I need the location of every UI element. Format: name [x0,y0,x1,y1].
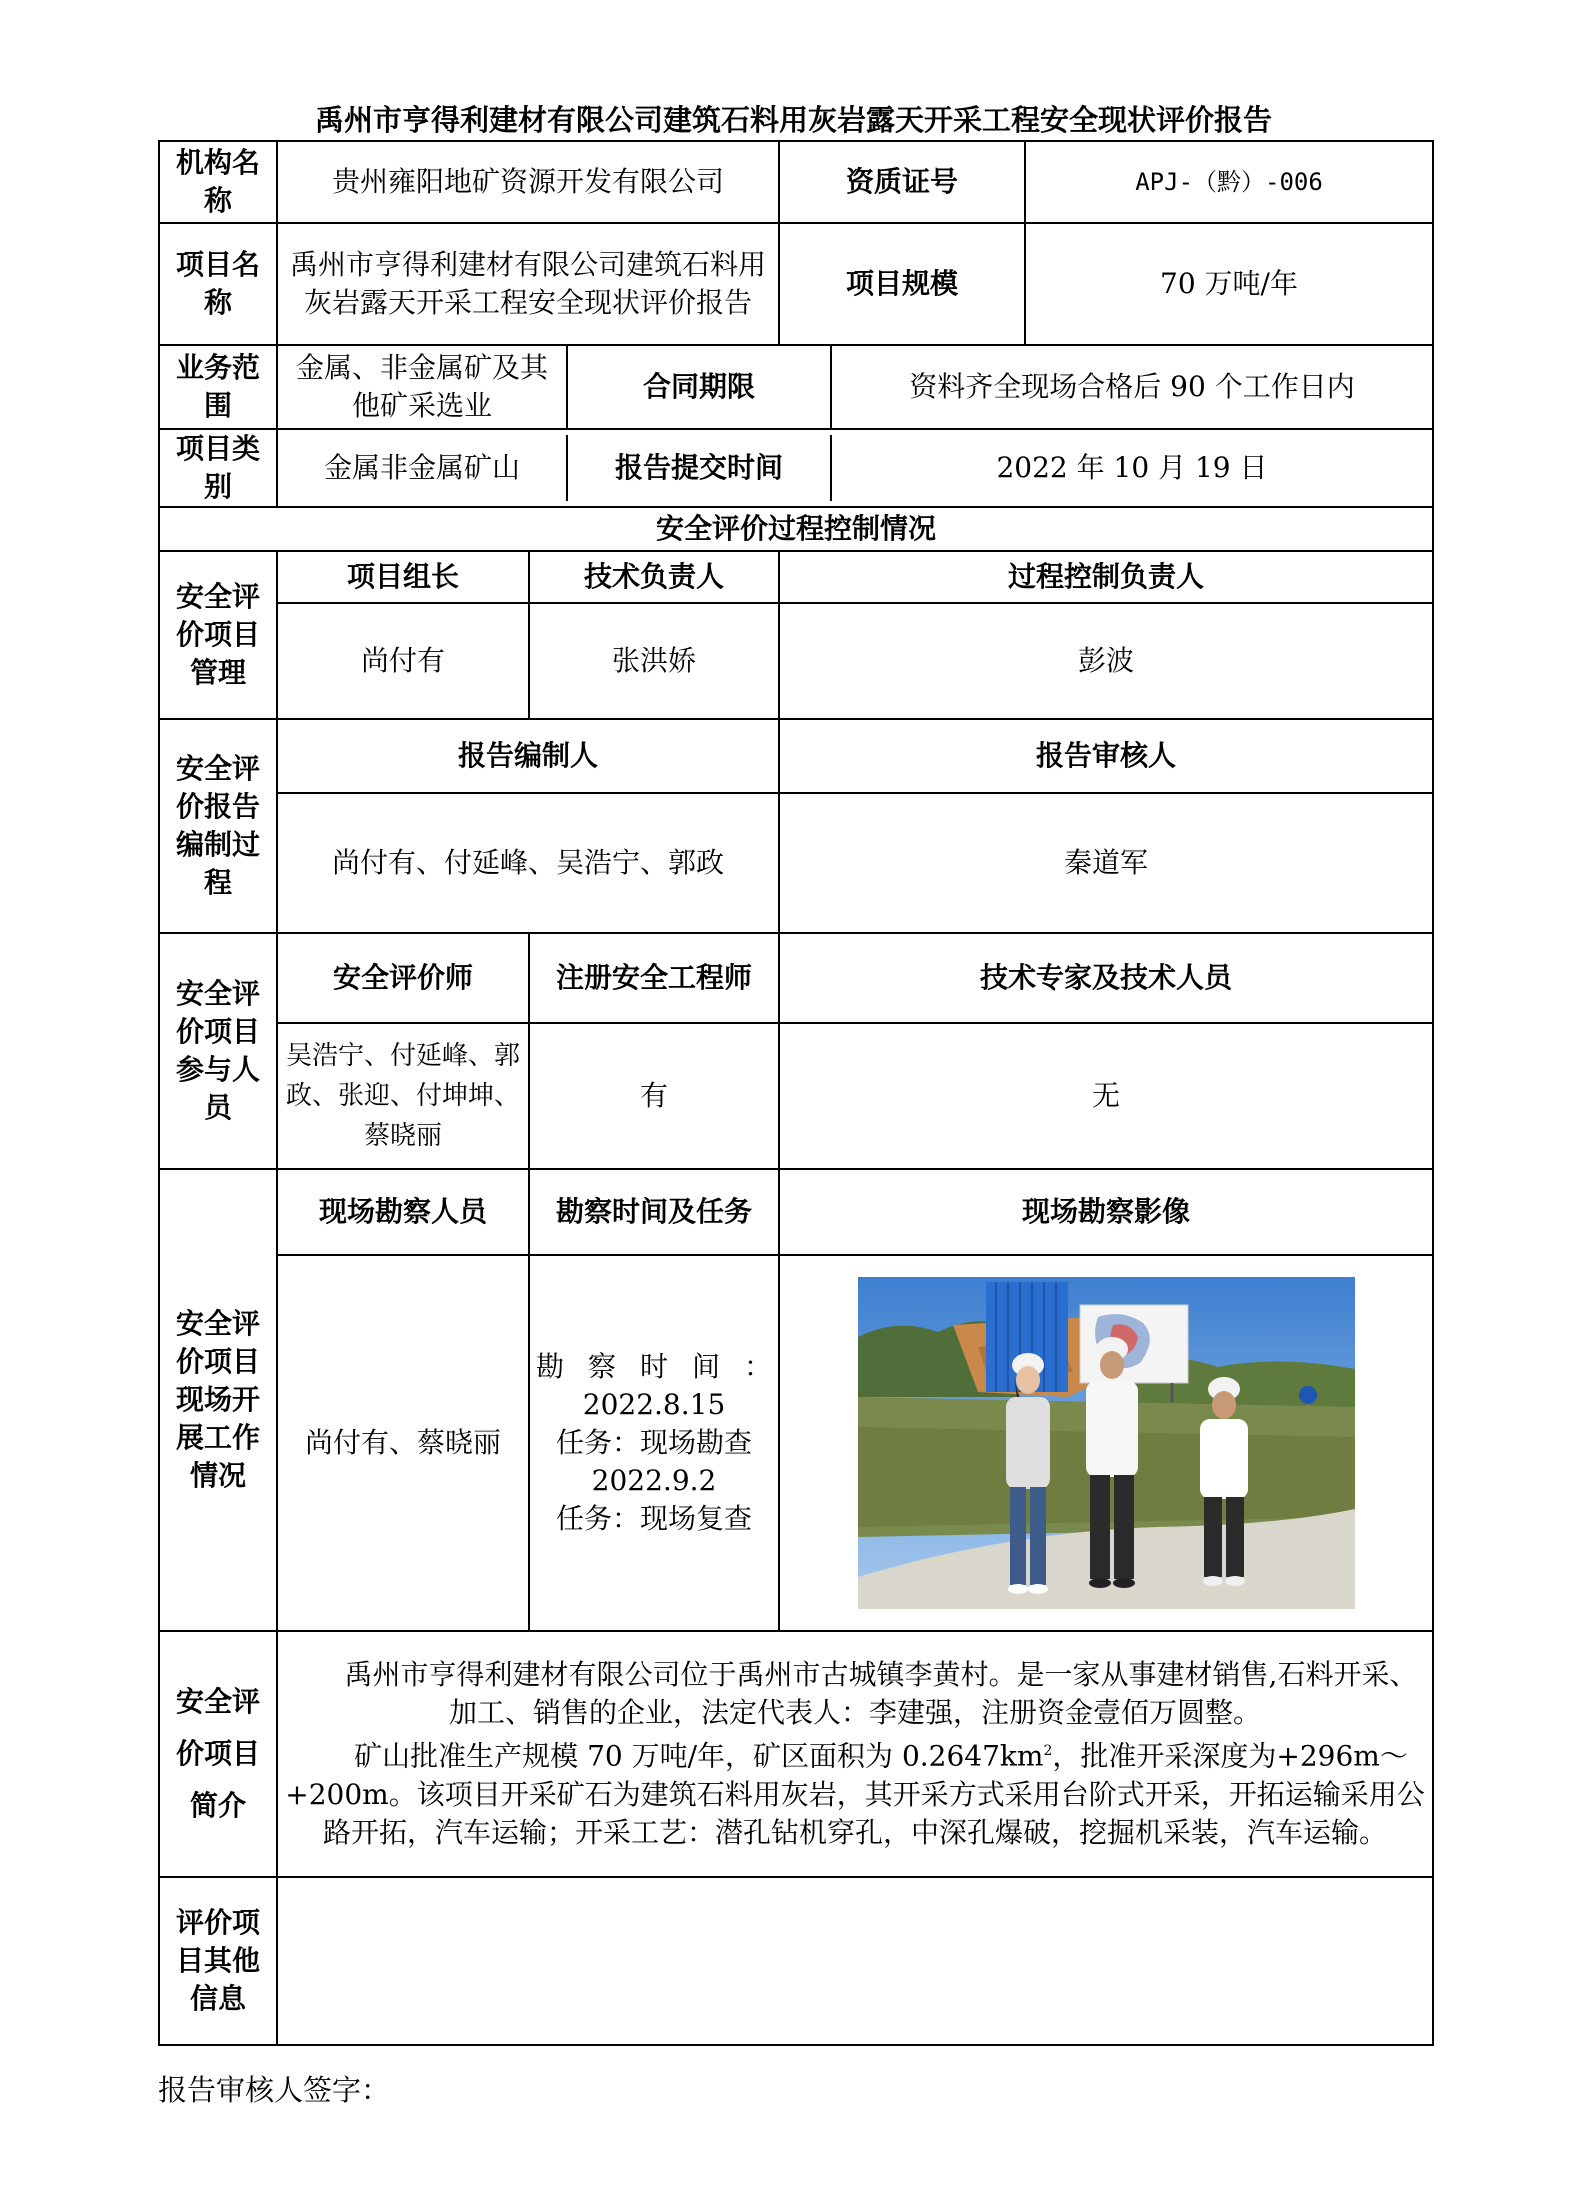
intro-paragraph-2a: 矿山批准生产规模 70 万吨/年，矿区面积为 0.2647km [354,1739,1044,1773]
management-value-row [159,603,1433,719]
compile-value-reviewer: 秦道军 [779,793,1433,933]
compile-header-row [159,719,1433,793]
submit-label: 报告提交时间 [567,435,831,501]
project-label: 项目名称 [159,223,277,345]
management-value-process: 彭波 [779,603,1433,719]
cert-label: 资质证号 [779,141,1025,223]
management-value-leader: 尚付有 [277,603,529,719]
site-task-1: 任务：现场勘查 [556,1426,753,1459]
site-photo-cell [779,1255,1433,1631]
management-header-row [159,551,1433,603]
participants-value-evaluator: 吴浩宁、付延峰、郭政、张迎、付坤坤、蔡晓丽 [277,1023,529,1169]
category-inner-cell [277,429,1433,507]
site-header-tasks: 勘察时间及任务 [529,1169,779,1255]
site-value-tasks [529,1255,779,1631]
other-label: 评价项目其他信息 [159,1877,277,2045]
intro-paragraph-1: 禹州市亨得利建材有限公司位于禹州市古城镇李黄村。是一家从事建材销售,石料开采、加工、销售的企业，法定代表人：李建强，注册资金壹佰万圆整。 [344,1658,1418,1730]
submit-value: 2022 年 10 月 19 日 [996,451,1268,484]
section-title-row [159,507,1433,551]
business-inner-table [278,346,1432,428]
evaluation-form-table [158,140,1434,2046]
category-value: 金属非金属矿山 [278,435,567,501]
org-row [159,141,1433,223]
section-title: 安全评价过程控制情况 [159,507,1433,551]
intro-text-cell [277,1631,1433,1877]
project-row [159,223,1433,345]
cert-value: APJ-（黔）-006 [1025,141,1433,223]
management-label: 安全评价项目管理 [159,551,277,719]
contract-value: 资料齐全现场合格后 90 个工作日内 [909,370,1355,403]
site-task-date-2: 2022.9.2 [591,1464,717,1497]
participants-value-experts: 无 [779,1023,1433,1169]
management-value-tech: 张洪娇 [529,603,779,719]
management-header-process: 过程控制负责人 [779,551,1433,603]
reviewer-signature-label: 报告审核人签字： [158,2073,391,2107]
compile-value-row [159,793,1433,933]
management-header-leader: 项目组长 [277,551,529,603]
category-row [159,429,1433,507]
participants-value-row [159,1023,1433,1169]
compile-label: 安全评价报告编制过程 [159,719,277,933]
org-value: 贵州雍阳地矿资源开发有限公司 [277,141,779,223]
participants-header-engineer: 注册安全工程师 [529,933,779,1023]
site-value-row [159,1255,1433,1631]
business-label: 业务范围 [159,345,277,429]
site-header-photo: 现场勘察影像 [779,1169,1433,1255]
intro-label: 安全评价项目简介 [159,1631,277,1877]
site-task-2: 任务：现场复查 [556,1502,753,1535]
category-inner-table [278,435,1432,501]
compile-value-author: 尚付有、付延峰、吴浩宁、郭政 [277,793,779,933]
participants-header-experts: 技术专家及技术人员 [779,933,1433,1023]
intro-paragraph-2 [284,1732,1426,1851]
scale-value: 70 万吨/年 [1025,223,1433,345]
participants-label: 安全评价项目参与人员 [159,933,277,1169]
participants-value-engineer: 有 [529,1023,779,1169]
participants-header-row [159,933,1433,1023]
category-label: 项目类别 [159,429,277,507]
intro-row [159,1631,1433,1877]
participants-header-evaluator: 安全评价师 [277,933,529,1023]
compile-header-reviewer: 报告审核人 [779,719,1433,793]
business-inner-cell [277,345,1433,429]
other-row [159,1877,1433,2045]
site-survey-photo [858,1277,1355,1609]
contract-label: 合同期限 [567,346,831,428]
site-label: 安全评价项目现场开展工作情况 [159,1169,277,1631]
other-value [277,1877,1433,2045]
management-header-tech: 技术负责人 [529,551,779,603]
site-value-people: 尚付有、蔡晓丽 [277,1255,529,1631]
site-header-row [159,1169,1433,1255]
intro-paragraph-2b: ，批准开采深度为+296m～+200m。该项目开采矿石为建筑石料用灰岩，其开采方式采用台阶式开采，开拓运输采用公路开拓，汽车运输；开采工艺：潜孔钻机穿孔，中深孔爆破，挖掘机采装，汽车运输。 [285,1739,1425,1849]
intro-superscript: 2 [1043,1743,1053,1760]
business-value: 金属、非金属矿及其他矿采选业 [278,346,567,428]
site-task-time-label: 勘察时间： [536,1350,773,1383]
document-title: 禹州市亨得利建材有限公司建筑石料用灰岩露天开采工程安全现状评价报告 [314,103,1272,137]
project-value: 禹州市亨得利建材有限公司建筑石料用灰岩露天开采工程安全现状评价报告 [277,223,779,345]
site-task-date-1: 2022.8.15 [582,1388,726,1421]
org-label: 机构名称 [159,141,277,223]
site-header-people: 现场勘察人员 [277,1169,529,1255]
business-row [159,345,1433,429]
compile-header-author: 报告编制人 [277,719,779,793]
scale-label: 项目规模 [779,223,1025,345]
